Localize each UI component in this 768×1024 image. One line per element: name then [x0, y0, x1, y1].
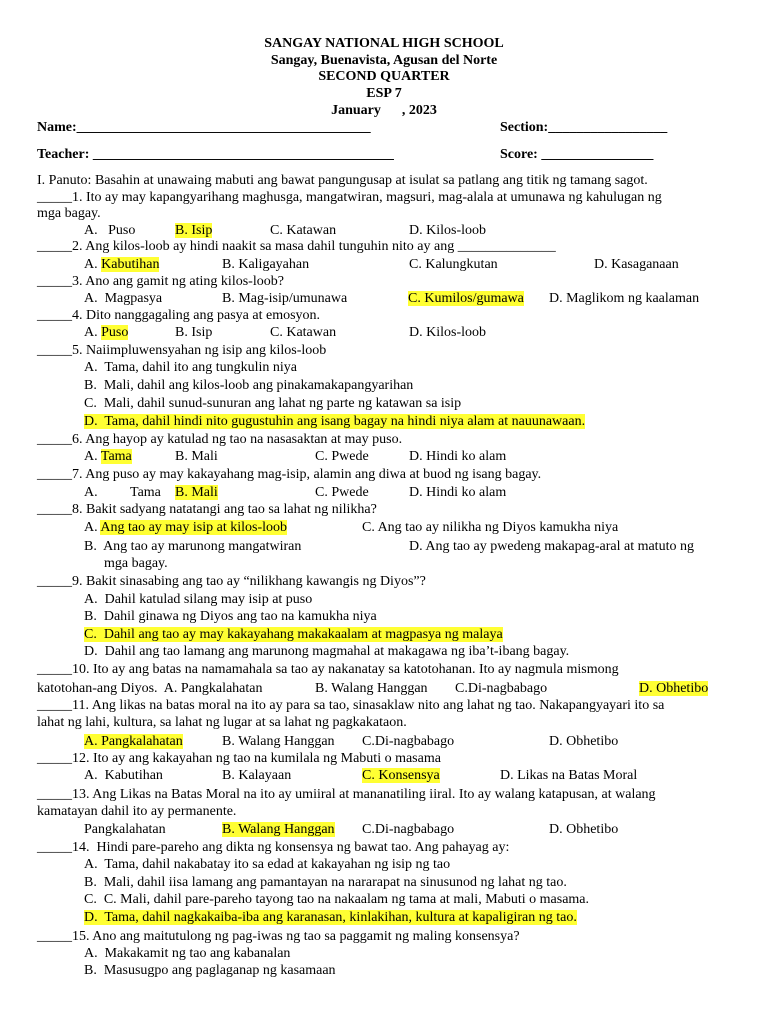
q10-stem-cont: katotohan-ang Diyos. A. Pangkalahatan	[37, 681, 263, 696]
q6-option-d: D. Hindi ko alam	[409, 449, 507, 464]
q7-option-b: B. Mali	[175, 485, 218, 500]
q5-option-d: D. Tama, dahil hindi nito gugustuhin ang isang bagay na hindi niya alam at nauunawaan.	[84, 414, 586, 429]
q4-stem: _____4. Dito nanggagaling ang pasya at emosyon.	[37, 308, 321, 323]
q13-option-a: Pangkalahatan	[84, 822, 166, 837]
instructions: I. Panuto: Basahin at unawaing mabuti ang bawat pangungusap at isulat sa patlang ang titik ng tamang sagot.	[37, 173, 648, 188]
q2-stem: _____2. Ang kilos-loob ay hindi naakit sa masa dahil tunguhin nito ay ang ______________	[37, 239, 556, 254]
q15-stem: _____15. Ano ang maitutulong ng pag-iwas ng tao sa paggamit ng maling konsensya?	[37, 929, 520, 944]
q11-option-b: B. Walang Hanggan	[222, 734, 335, 749]
q7-option-a: Tama	[130, 485, 161, 500]
q13-option-d: D. Obhetibo	[549, 822, 619, 837]
q15-option-a: A. Makakamit ng tao ang kabanalan	[84, 946, 291, 961]
q2-option-a	[84, 256, 159, 273]
q6-option-a-text: Tama	[100, 449, 132, 464]
q3-option-b: B. Mag-isip/umunawa	[222, 291, 348, 306]
q2-option-c: C. Kalungkutan	[409, 257, 498, 272]
q13-option-b: B. Walang Hanggan	[222, 822, 335, 837]
q11-stem: _____11. Ang likas na batas moral na ito ay para sa tao, sinasaklaw nito ang lahat ng tao. Nakapangyayari ito sa	[37, 698, 665, 713]
q8-stem: _____8. Bakit sadyang natatangi ang tao sa lahat ng nilikha?	[37, 502, 377, 517]
q12-option-c: C. Konsensya	[362, 768, 440, 783]
name-field: Name:__________________________________________	[37, 120, 371, 135]
q8-option-a-letter: A.	[84, 520, 98, 535]
q6-option-c: C. Pwede	[315, 449, 369, 464]
q10-option-d: D. Obhetibo	[639, 681, 709, 696]
q8-option-c: C. Ang tao ay nilikha ng Diyos kamukha niya	[362, 520, 619, 535]
q14-option-c: C. C. Mali, dahil pare-pareho tayong tao na nakaalam ng tama at mali, Mabuti o masama.	[84, 892, 590, 907]
subject-title: ESP 7	[366, 86, 402, 101]
q14-option-a: A. Tama, dahil nakabatay ito sa edad at kakayahan ng isip ng tao	[84, 857, 451, 872]
q11-stem-cont: lahat ng lahi, kultura, sa lahat ng lugar at sa lahat ng pagkakataon.	[37, 715, 407, 730]
q5-option-b: B. Mali, dahil ang kilos-loob ang pinakamakapangyarihan	[84, 378, 414, 393]
q3-option-d: D. Maglikom ng kaalaman	[549, 291, 700, 306]
q1-stem: _____1. Ito ay may kapangyarihang maghusga, mangatwiran, magsuri, mag-alala at umunawa ng kahulugan ng	[37, 190, 662, 205]
q6-option-a	[84, 448, 132, 465]
q8-option-d-cont: mga bagay.	[104, 556, 168, 571]
q5-option-c: C. Mali, dahil sunud-sunuran ang lahat ng parte ng katawan sa isip	[84, 396, 462, 411]
q10-option-c: C.Di-nagbabago	[455, 681, 548, 696]
q4-option-d: D. Kilos-loob	[409, 325, 486, 340]
q14-stem: _____14. Hindi pare-pareho ang dikta ng konsensya ng bawat tao. Ang pahayag ay:	[37, 840, 510, 855]
q3-stem: _____3. Ano ang gamit ng ating kilos-loob?	[37, 274, 284, 289]
score-field: Score: ________________	[500, 147, 654, 162]
q2-option-a-letter: A.	[84, 257, 98, 272]
exam-date: January , 2023	[331, 103, 437, 118]
q4-option-b: B. Isip	[175, 325, 213, 340]
q11-option-c: C.Di-nagbabago	[362, 734, 455, 749]
q14-option-d: D. Tama, dahil nagkakaiba-iba ang karanasan, kinlakihan, kultura at kapaligiran ng tao.	[84, 910, 577, 925]
q8-option-a-text: Ang tao ay may isip at kilos-loob	[100, 520, 288, 535]
q9-stem: _____9. Bakit sinasabing ang tao ay “nilikhang kawangis ng Diyos”?	[37, 574, 426, 589]
q9-option-c: C. Dahil ang tao ay may kakayahang makakaalam at magpasya ng malaya	[84, 627, 503, 642]
q2-option-a-text: Kabutihan	[101, 257, 160, 272]
q1-option-b: B. Isip	[175, 223, 213, 238]
q8-option-b: B. Ang tao ay marunong mangatwiran	[84, 539, 302, 554]
q4-option-c: C. Katawan	[270, 325, 337, 340]
q6-option-a-letter: A.	[84, 449, 98, 464]
q11-option-a: A. Pangkalahatan	[84, 734, 183, 749]
q4-option-a-text: Puso	[101, 325, 129, 340]
q2-option-d: D. Kasaganaan	[594, 257, 679, 272]
q1-stem-cont: mga bagay.	[37, 206, 101, 221]
q6-stem: _____6. Ang hayop ay katulad ng tao na nasasaktan at may puso.	[37, 432, 403, 447]
q8-option-d: D. Ang tao ay pwedeng makapag-aral at matuto ng	[409, 539, 694, 554]
q13-stem: _____13. Ang Likas na Batas Moral na ito ay umiiral at mananatiling iiral. Ito ay walang katapusan, at walang	[37, 787, 656, 802]
q3-option-c: C. Kumilos/gumawa	[408, 291, 524, 306]
school-name: SANGAY NATIONAL HIGH SCHOOL	[264, 36, 504, 51]
q15-option-b: B. Masusugpo ang paglaganap ng kasamaan	[84, 963, 336, 978]
q7-option-c: C. Pwede	[315, 485, 369, 500]
q3-option-a: A. Magpasya	[84, 291, 163, 306]
q9-option-b: B. Dahil ginawa ng Diyos ang tao na kamukha niya	[84, 609, 377, 624]
q7-option-a-letter: A.	[84, 485, 98, 500]
section-field: Section:_________________	[500, 120, 668, 135]
q9-option-a: A. Dahil katulad silang may isip at puso	[84, 592, 313, 607]
q9-option-d: D. Dahil ang tao lamang ang marunong magmahal at makagawa ng iba’t-ibang bagay.	[84, 644, 570, 659]
quarter-title: SECOND QUARTER	[318, 69, 450, 84]
q10-option-b: B. Walang Hanggan	[315, 681, 428, 696]
q10-stem: _____10. Ito ay ang batas na namamahala sa tao ay nakanatay sa katotohanan. Ito ay nagmula mismong	[37, 662, 619, 677]
q8-option-a	[84, 519, 287, 536]
q1-option-d: D. Kilos-loob	[409, 223, 486, 238]
q1-option-c: C. Katawan	[270, 223, 337, 238]
q4-option-a-letter: A.	[84, 325, 98, 340]
q12-option-d: D. Likas na Batas Moral	[500, 768, 638, 783]
q13-option-c: C.Di-nagbabago	[362, 822, 455, 837]
q7-stem: _____7. Ang puso ay may kakayahang mag-isip, alamin ang diwa at buod ng isang bagay.	[37, 467, 542, 482]
q12-stem: _____12. Ito ay ang kakayahan ng tao na kumilala ng Mabuti o masama	[37, 751, 441, 766]
teacher-field: Teacher: ___________________________________________	[37, 147, 394, 162]
q2-option-b: B. Kaligayahan	[222, 257, 310, 272]
q5-option-a: A. Tama, dahil ito ang tungkulin niya	[84, 360, 298, 375]
q7-option-d: D. Hindi ko alam	[409, 485, 507, 500]
q1-option-a: A. Puso	[84, 223, 136, 238]
q6-option-b: B. Mali	[175, 449, 218, 464]
q5-stem: _____5. Naiimpluwensyahan ng isip ang kilos-loob	[37, 343, 327, 358]
school-address: Sangay, Buenavista, Agusan del Norte	[270, 53, 498, 68]
q12-option-b: B. Kalayaan	[222, 768, 292, 783]
q4-option-a	[84, 324, 128, 341]
q14-option-b: B. Mali, dahil iisa lamang ang pamantayan na nararapat na sinusunod ng lahat ng tao.	[84, 875, 567, 890]
q13-stem-cont: kamatayan dahil ito ay permanente.	[37, 804, 237, 819]
q11-option-d: D. Obhetibo	[549, 734, 619, 749]
q12-option-a: A. Kabutihan	[84, 768, 163, 783]
